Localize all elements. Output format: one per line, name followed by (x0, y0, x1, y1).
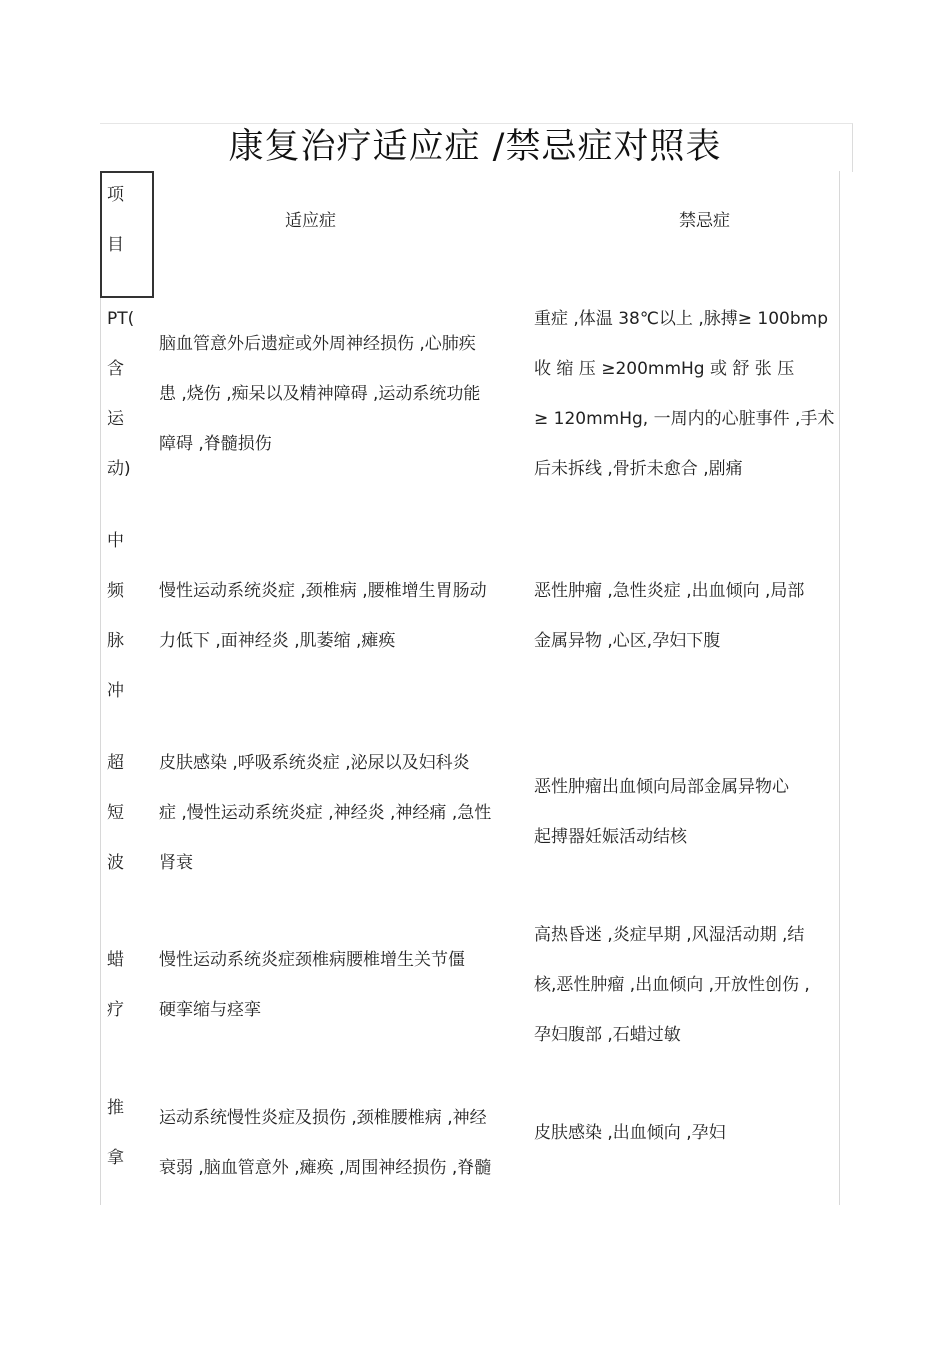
contraindication-line: 起搏器妊娠活动结核 (534, 827, 687, 847)
indication-line: 患 ,烧伤 ,痴呆以及精神障碍 ,运动系统功能 (159, 384, 481, 404)
row-item-char: 冲 (107, 681, 124, 701)
indication-line: 衰弱 ,脑血管意外 ,瘫痪 ,周围神经损伤 ,脊髓 (159, 1158, 492, 1178)
row-item-char: 疗 (107, 1000, 124, 1020)
indication-line: 脑血管意外后遗症或外周神经损伤 ,心肺疾 (159, 334, 476, 354)
indication-line: 慢性运动系统炎症颈椎病腰椎增生关节僵 (159, 950, 465, 970)
header-item-char: 目 (107, 235, 124, 255)
row-item-char: 中 (107, 531, 124, 551)
row-item-char: PT( (107, 309, 135, 329)
row-item-char: 超 (107, 753, 124, 773)
row-item-char: 波 (107, 853, 124, 873)
indication-line: 障碍 ,脊髓损伤 (159, 434, 272, 454)
row-item-char: 推 (107, 1098, 124, 1118)
contraindication-line: 金属异物 ,心区,孕妇下腹 (534, 631, 721, 651)
table-border-left (100, 171, 101, 1205)
row-item-char: 含 (107, 359, 124, 379)
row-item-char: 短 (107, 803, 124, 823)
contraindication-line: 后未拆线 ,骨折未愈合 ,剧痛 (534, 459, 743, 479)
row-item-char: 动) (107, 459, 131, 479)
contraindication-line: 皮肤感染 ,出血倾向 ,孕妇 (534, 1123, 726, 1143)
header-item-char: 项 (107, 185, 124, 205)
contraindication-line: ≥ 120mmHg, 一周内的心脏事件 ,手术 (534, 409, 835, 429)
indication-line: 皮肤感染 ,呼吸系统炎症 ,泌尿以及妇科炎 (159, 753, 470, 773)
indication-line: 肾衰 (159, 853, 193, 873)
row-item-char: 运 (107, 409, 124, 429)
table-border-right (839, 171, 840, 1205)
header-contraindication: 禁忌症 (679, 211, 730, 231)
row-item-char: 频 (107, 581, 124, 601)
contraindication-line: 重症 ,体温 38℃以上 ,脉搏≥ 100bmp (534, 309, 828, 329)
row-item-char: 脉 (107, 631, 124, 651)
page-title: 康复治疗适应症 /禁忌症对照表 (228, 127, 722, 167)
contraindication-line: 恶性肿瘤 ,急性炎症 ,出血倾向 ,局部 (534, 581, 805, 601)
contraindication-line: 孕妇腹部 ,石蜡过敏 (534, 1025, 681, 1045)
row-item-char: 蜡 (107, 950, 124, 970)
contraindication-line: 恶性肿瘤出血倾向局部金属异物心 (534, 777, 789, 797)
contraindication-line: 核,恶性肿瘤 ,出血倾向 ,开放性创伤 , (534, 975, 810, 995)
indication-line: 力低下 ,面神经炎 ,肌萎缩 ,瘫痪 (159, 631, 396, 651)
indication-line: 硬挛缩与痉挛 (159, 1000, 261, 1020)
indication-line: 慢性运动系统炎症 ,颈椎病 ,腰椎增生胃肠动 (159, 581, 487, 601)
indication-line: 症 ,慢性运动系统炎症 ,神经炎 ,神经痛 ,急性 (159, 803, 492, 823)
indication-line: 运动系统慢性炎症及损伤 ,颈椎腰椎病 ,神经 (159, 1108, 487, 1128)
header-indication: 适应症 (285, 211, 336, 231)
contraindication-line: 收 缩 压 ≥200mmHg 或 舒 张 压 (534, 359, 795, 379)
row-item-char: 拿 (107, 1148, 124, 1168)
contraindication-line: 高热昏迷 ,炎症早期 ,风湿活动期 ,结 (534, 925, 805, 945)
